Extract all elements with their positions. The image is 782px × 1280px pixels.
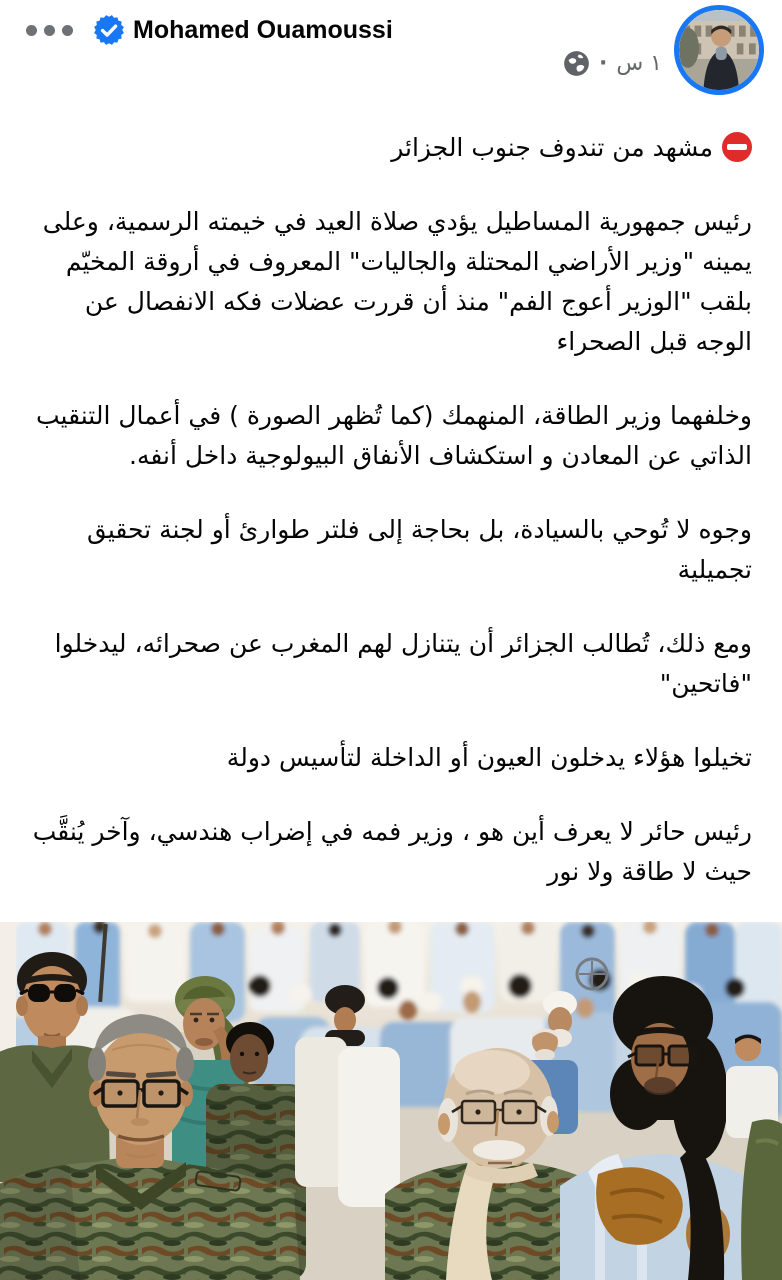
no-entry-icon [722,132,752,162]
dot [44,25,55,36]
post-photo[interactable] [0,922,782,1280]
meta-separator: · [598,51,608,76]
timestamp[interactable]: ١ س [616,51,662,76]
verified-badge-icon [93,14,125,46]
more-options-button[interactable] [26,25,73,36]
avatar[interactable] [674,5,764,95]
post-paragraph: ومع ذلك، تُطالب الجزائر أن يتنازل لهم المغرب عن صحرائه، ليدخلوا "فاتحين" [54,629,752,698]
crowd-photo [0,922,782,1280]
post-paragraph: وخلفهما وزير الطاقة، المنهمك (كما تُظهر الصورة ) في أعمال التنقيب الذاتي عن المعادن و استكشاف الأنفاق البيولوجية داخل أنفه. [36,401,752,470]
post-paragraph: مشهد من تندوف جنوب الجزائر [30,128,752,168]
post-paragraph: وجوه لا تُوحي بالسيادة، بل بحاجة إلى فلتر طوارئ أو لجنة تحقيق تجميلية [86,515,752,584]
post-meta [563,50,662,77]
post-header [26,14,393,46]
dot [62,25,73,36]
author-name[interactable]: Mohamed Ouamoussi [133,15,393,44]
globe-icon [563,50,590,77]
post-paragraph: رئيس جمهورية المساطيل يؤدي صلاة العيد في خيمته الرسمية، وعلى يمينه "وزير الأراضي المحتلة والجاليات" المعروف في أروقة المخيّم بلقب "الوزير أعوج الفم" منذ أن قررت عضلات فكه الانفصال عن الوجه قبل الصحراء [42,207,752,356]
post-paragraph: رئيس حائر لا يعرف أين هو ، وزير فمه في إضراب هندسي، وآخر يُنقَّب حيث لا طاقة ولا نور [32,817,752,886]
avatar-photo [679,10,759,90]
post-paragraph: تخيلوا هؤلاء يدخلون العيون أو الداخلة لتأسيس دولة [226,743,752,772]
dot [26,25,37,36]
post-body [0,112,782,1000]
